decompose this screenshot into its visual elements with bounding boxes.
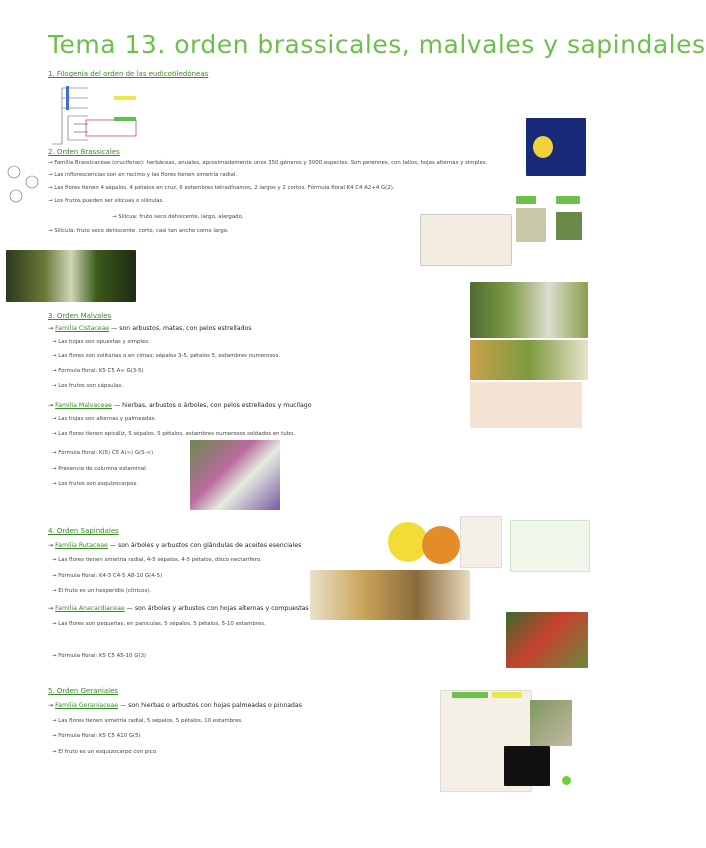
family-line: → Familia Cistaceae — son arbustos, matas, con pelos estrellados: [48, 325, 252, 332]
text-line: → Las flores tienen 4 sépalos, 4 pétalos en cruz, 6 estambres tetradínamos, 2 largos y 2 cortos. Fórmula floral K4 C4 A2+4 G(2).: [48, 185, 395, 191]
section-heading-brassicales: 2. Orden Brassicales: [48, 148, 120, 156]
family-name: Familia Geraniaceae: [55, 702, 119, 709]
label-tag: [492, 692, 522, 698]
family-desc: — hierbas, arbustos o árboles, con pelos estrellados y mucílago: [113, 402, 312, 409]
text-line: → Fórmula floral: K4-5 C4-5 A8-10 G(4-5): [52, 573, 163, 579]
section-heading-phylogeny: 1. Filogenia del orden de las eudicotiledóneas: [48, 70, 209, 78]
green-dot-icon: [562, 776, 571, 785]
rutaceae-diagram: [460, 516, 502, 568]
family-desc: — son árboles y arbustos con glándulas de aceites esenciales: [109, 542, 302, 549]
dark-photo: [504, 746, 550, 786]
family-desc: — son hierbas o arbustos con hojas palmeadas o pinnadas: [120, 702, 302, 709]
family-line: → Familia Malvaceae — hierbas, arbustos o árboles, con pelos estrellados y mucílago: [48, 402, 312, 409]
section-heading-geraniales: 5. Orden Geraniales: [48, 687, 119, 695]
text-line: → Fórmula floral: K(5) C5 A(∞) G(5-∞): [52, 450, 154, 456]
section-heading-malvales: 3. Orden Malvales: [48, 312, 112, 320]
photo-strip: [6, 250, 136, 302]
family-line: → Familia Rutaceae — son árboles y arbustos con glándulas de aceites esenciales: [48, 542, 302, 549]
text-line: → Las flores son pequeñas, en panículas, 5 sépalos, 5 pétalos, 5-10 estambres.: [52, 621, 266, 627]
text-line: → Las inflorescencias son en racimo y las flores tienen simetría radial.: [48, 172, 238, 178]
seed-sketch: [2, 160, 50, 208]
family-name: Familia Cistaceae: [55, 325, 110, 332]
text-line: → Fórmula floral: K5 C5 A10 G(5): [52, 733, 141, 739]
family-desc: — son arbustos, matas, con pelos estrellados: [111, 325, 252, 332]
cistus-photos: [470, 340, 588, 380]
label-tag: [452, 692, 488, 698]
citrus-plate-strip: [310, 570, 470, 620]
text-line: → Presencia de columna estaminal.: [52, 466, 148, 472]
text-line: → Los frutos son esquizocarpos.: [52, 481, 138, 487]
plant-photo: [516, 208, 546, 242]
yellow-flower-icon: [533, 136, 553, 158]
photo-grid: [470, 282, 588, 338]
text-line: → Los frutos pueden ser silicuas o silículas.: [48, 198, 165, 204]
text-line: → Silicua: fruto seco dehiscente, largo, alargado.: [112, 214, 244, 220]
text-line: → Familia Brassicaceae (crucíferas): herbáceas, anuales, aproximadamente unos 350 géneros y 3000 especies. Son perennes, con tallos, hojas alternas y simples.: [48, 160, 488, 166]
text-line: → Fórmula floral: K5 C5 A5-10 G(3): [52, 653, 147, 659]
flower-cross-section: [510, 520, 590, 572]
page-title: Tema 13. orden brassicales, malvales y sapindales: [48, 30, 706, 59]
silique-diagram: [420, 214, 512, 266]
plant-photo: [556, 212, 582, 240]
text-line: → El fruto es un hesperidio (cítricos).: [52, 588, 152, 594]
highlight-marker: [114, 96, 136, 100]
label-tag: [556, 196, 580, 204]
family-line: → Familia Geraniaceae — son hierbas o arbustos con hojas palmeadas o pinnadas: [48, 702, 302, 709]
anacardiaceae-photos: [506, 612, 588, 668]
text-line: → Los frutos son cápsulas.: [52, 383, 123, 389]
text-line: → El fruto es un esquizocarpo con pico.: [52, 749, 158, 755]
phylogeny-tree: [48, 80, 140, 148]
section-heading-sapindales: 4. Orden Sapindales: [48, 527, 119, 535]
text-line: → Las flores tienen simetría radial, 4-5 sépalos, 4-5 pétalos, disco nectarífero.: [52, 557, 262, 563]
text-line: → Las hojas son alternas y palmeadas.: [52, 416, 157, 422]
malva-photos: [190, 440, 280, 510]
geranium-leaf-drawing: [530, 700, 572, 746]
orange-image: [422, 526, 460, 564]
family-name: Familia Anacardiaceae: [55, 605, 125, 612]
text-line: → Silícula: fruto seco dehiscente, corto, casi tan ancho como largo.: [48, 228, 229, 234]
family-name: Familia Malvaceae: [55, 402, 112, 409]
text-line: → Las flores tienen simetría radial, 5 sépalos, 5 pétalos, 10 estambres.: [52, 718, 243, 724]
label-tag: [516, 196, 536, 204]
family-desc: — son árboles y arbustos con hojas alternas y compuestas: [126, 605, 309, 612]
text-line: → Las flores tienen epicáliz, 5 sépalos, 5 pétalos, estambres numerosos soldados en tubo.: [52, 431, 296, 437]
family-line: → Familia Anacardiaceae — son árboles y arbustos con hojas alternas y compuestas: [48, 605, 309, 612]
highlight-marker: [114, 117, 136, 121]
family-name: Familia Rutaceae: [55, 542, 108, 549]
text-line: → Fórmula floral: K5 C5 A∞ G(3-5): [52, 368, 144, 374]
text-line: → Las flores son solitarias o en cimas; sépalos 3-5, pétalos 5, estambres numerosos.: [52, 353, 281, 359]
malva-flower-diagram: [470, 382, 582, 428]
text-line: → Las hojas son opuestas y simples.: [52, 339, 150, 345]
